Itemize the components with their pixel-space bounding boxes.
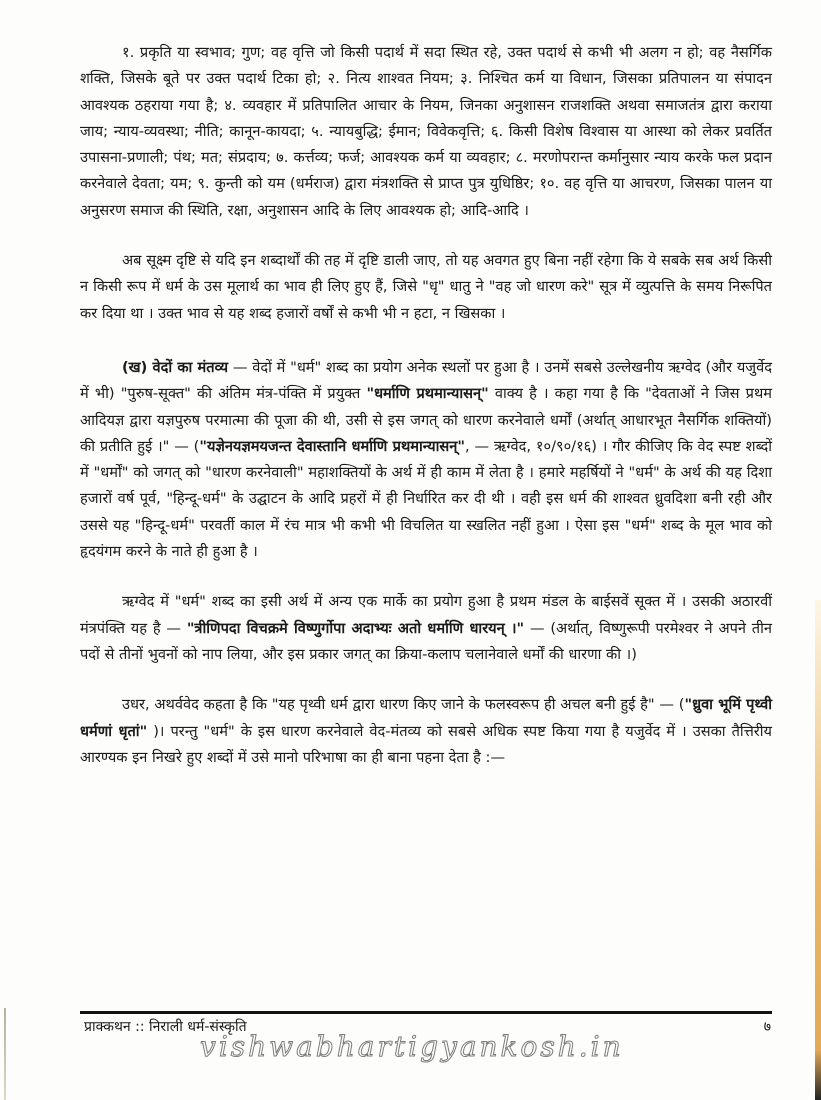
paragraph-atharvaveda	[80, 692, 772, 771]
body-text: , — ऋग्वेद, १०/९०/१६) । गौर कीजिए कि वेद स्पष्ट शब्दों में "धर्मों" को जगत् को "धारण करनेवाली" महाशक्तियों के अर्थ में ही काम में लेता है । हमारे महर्षियों ने "धर्म" के अर्थ की यह दिशा हजारों वर्ष पूर्व, "हिन्दू-धर्म" के उद्घाटन के आदि प्रहरों में ही निर्धारित कर दी थी । वही इस धर्म की शाश्वत ध्रुवदिशा बनी रही और उससे यह "हिन्दू-धर्म" परवर्ती काल में रंच मात्र भी कभी भी विचलित या स्खलित नहीं हुआ । ऐसा इस "धर्म" शब्द के मूल भाव को हृदयंगम करने के नाते ही हुआ है ।	[80, 437, 772, 561]
emphasis-text: "ध्रुवा भूमिं पृथ्वी धर्मणां धृतां"	[80, 696, 772, 740]
page-number: ७	[763, 1019, 771, 1035]
body-text: — (अर्थात्, विष्णुरूपी परमेश्वर ने अपने तीन पदों से तीनों भुवनों को नाप लिया, और इस प्रकार जगत् का क्रिया-कलाप चलानेवाले धर्मों की धारणा की ।)	[80, 619, 772, 663]
body-text: उधर, अथर्ववेद कहता है कि "यह पृथ्वी धर्म द्वारा धारण किए जाने के फलस्वरूप ही अचल बनी हुई है" — (	[122, 696, 685, 714]
body-text: — वेदों में "धर्म" शब्द का प्रयोग अनेक स्थलों पर हुआ है । उनमें सबसे उल्लेखनीय ऋग्वेद (और यजुर्वेद में भी) "पुरुष-सूक्त" की अंतिम मंत्र-पंक्ति में प्रयुक्त	[80, 358, 772, 403]
page-right-edge	[815, 600, 821, 1100]
paragraph-rigveda-usage	[80, 589, 772, 668]
running-title: प्राक्कथन :: निराली धर्म-संस्कृति	[84, 1019, 247, 1035]
emphasis-text: (ख) वेदों का मंतव्य	[122, 358, 229, 376]
page-body	[80, 40, 772, 771]
paragraph-vedas-view	[80, 355, 772, 565]
watermark: vishwabhartigyankosh.in	[200, 1030, 624, 1063]
footer-rule	[80, 1011, 772, 1014]
body-text: अब सूक्ष्म दृष्टि से यदि इन शब्दार्थों की तह में दृष्टि डाली जाए, तो यह अवगत हुए बिना नहीं रहेगा कि ये सबके सब अर्थ किसी न किसी रूप में धर्म के उस मूलार्थ का भाव ही लिए हुए हैं, जिसे "धृ" धातु ने "वह जो धारण करे" सूत्र में व्युत्पत्ति के समय निरूपित कर दिया था । उक्त भाव से यह शब्द हजारों वर्षों से कभी भी न हटा, न खिसका ।	[80, 252, 772, 322]
body-text: )। परन्तु "धर्म" के इस धारण करनेवाले वेद-मंतव्य को सबसे अधिक स्पष्ट किया गया है यजुर्वेद में । उसका तैत्तिरीय आरण्यक इन निखरे हुए शब्दों में उसे मानो परिभाषा का ही बाना पहना देता है :—	[80, 722, 773, 766]
paragraph-meanings-list	[80, 40, 772, 224]
body-text: वाक्य है । कहा गया है कि "देवताओं ने जिस प्रथम आदियज्ञ द्वारा यज्ञपुरुष परमात्मा की पूजा की थी, उसी से इस जगत् को धारण करनेवाले धर्मों (अर्थात् आधारभूत नैसर्गिक शक्तियों) की प्रतीति हुई ।" — (	[80, 385, 772, 455]
emphasis-text: "यज्ञेनयज्ञमयजन्त देवास्तानि धर्माणि प्रथमान्यासन्"	[199, 437, 465, 455]
body-text: १. प्रकृति या स्वभाव; गुण; वह वृत्ति जो किसी पदार्थ में सदा स्थित रहे, उक्त पदार्थ से कभी भी अलग न हो; वह नैसर्गिक शक्ति, जिसके बूते पर उक्त पदार्थ टिका हो; २. नित्य शाश्वत नियम; ३. निश्चित कर्म या विधान, जिसका प्रतिपालन या संपादन आवश्यक ठहराया गया है; ४. व्यवहार में प्रतिपालित आचार के नियम, जिनका अनुशासन राजशक्ति अथवा समाजतंत्र द्वारा कराया जाय; न्याय-व्यवस्था; नीति; कानून-कायदा; ५. न्यायबुद्धि; ईमान; विवेकवृत्ति; ६. किसी विशेष विश्वास या आस्था को लेकर प्रवर्तित उपासना-प्रणाली; पंथ; मत; संप्रदाय; ७. कर्त्तव्य; फर्ज; आवश्यक कर्म या व्यवहार; ८. मरणोपरान्त कर्मानुसार न्याय करके फल प्रदान करनेवाले देवता; यम; ९. कुन्ती को यम (धर्मराज) द्वारा मंत्रशक्ति से प्राप्त पुत्र युधिष्ठिर; १०. वह वृत्ति या आचरण, जिसका पालन या अनुसरण समाज की स्थिति, रक्षा, अनुशासन आदि के लिए आवश्यक हो; आदि-आदि ।	[80, 44, 772, 219]
page-left-edge	[4, 1008, 6, 1100]
paragraph-subtle-view	[80, 248, 772, 327]
emphasis-text: "धर्माणि प्रथमान्यासन्"	[366, 385, 489, 403]
body-text: ऋग्वेद में "धर्म" शब्द का इसी अर्थ में अन्य एक मार्के का प्रयोग हुआ है प्रथम मंडल के बाईसवें सूक्त में । उसकी अठारवीं मंत्रपंक्ति यह है —	[80, 593, 772, 637]
emphasis-text: "त्रीणिपदा विचक्रमे विष्णुर्गोपा अदाभ्यः अतो धर्माणि धारयन् ।"	[186, 619, 525, 637]
